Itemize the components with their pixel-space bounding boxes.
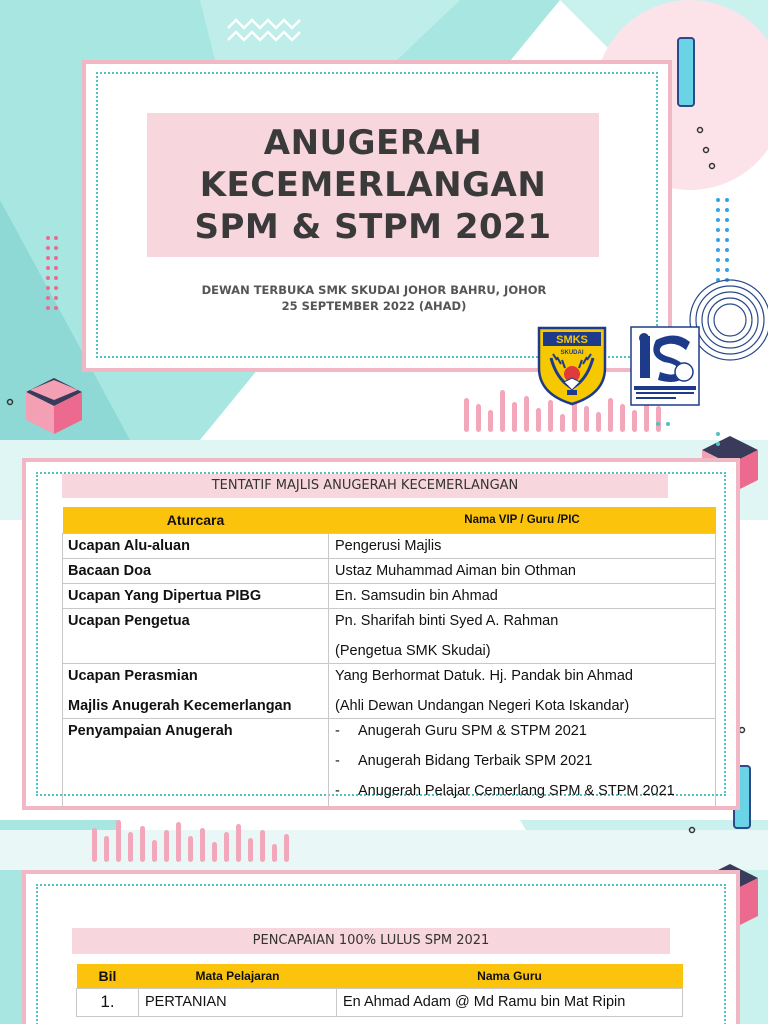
event-title <box>147 113 599 257</box>
venue-info <box>150 282 598 314</box>
nama-line: Pn. Sharifah binti Syed A. Rahman <box>335 612 559 629</box>
table-row <box>63 663 716 718</box>
dash-bullet: - <box>335 782 340 799</box>
aturcara-cell: Bacaan Doa <box>63 558 329 583</box>
pencapaian-header-row <box>77 964 683 988</box>
bil-cell: 1. <box>77 988 139 1016</box>
column-header-nama-guru: Nama Guru <box>337 964 683 988</box>
mata-pelajaran-cell: PERTANIAN <box>139 988 337 1016</box>
title-line-2: KECEMERLANGAN <box>199 165 547 205</box>
table-row <box>63 718 716 807</box>
aturcara-line: Ucapan Perasmian <box>68 667 198 684</box>
nama-cell <box>329 608 716 663</box>
nama-cell: Ustaz Muhammad Aiman bin Othman <box>329 558 716 583</box>
aturcara-cell: Ucapan Yang Dipertua PIBG <box>63 583 329 608</box>
smks-logo-text: SMKS <box>556 334 588 346</box>
aturcara-cell: Penyampaian Anugerah <box>63 718 329 807</box>
tentatif-heading: TENTATIF MAJLIS ANUGERAH KECEMERLANGAN <box>62 474 668 498</box>
tentatif-header-row <box>63 507 716 533</box>
aturcara-cell <box>63 663 329 718</box>
table-row <box>63 558 716 583</box>
list-item <box>335 752 710 770</box>
column-header-aturcara: Aturcara <box>63 507 329 533</box>
nama-cell: Pengerusi Majlis <box>329 533 716 558</box>
dash-bullet: - <box>335 752 340 769</box>
smks-school-logo <box>537 324 607 406</box>
nama-cell <box>329 663 716 718</box>
nama-line: Yang Berhormat Datuk. Hj. Pandak bin Ahmad <box>335 667 633 684</box>
aturcara-cell: Ucapan Alu-aluan <box>63 533 329 558</box>
smks-logo-subtext: SKUDAI <box>560 350 584 356</box>
anugerah-list <box>329 718 716 807</box>
nama-line-2: (Pengetua SMK Skudai) <box>335 642 491 659</box>
nama-line-2: (Ahli Dewan Undangan Negeri Kota Iskandar) <box>335 697 630 714</box>
venue-text: DEWAN TERBUKA SMK SKUDAI JOHOR BAHRU, JOHOR <box>201 283 547 297</box>
table-row <box>63 583 716 608</box>
table-row <box>63 608 716 663</box>
list-item <box>335 782 710 800</box>
pencapaian-heading: PENCAPAIAN 100% LULUS SPM 2021 <box>72 928 670 954</box>
table-row <box>63 533 716 558</box>
nama-cell: En. Samsudin bin Ahmad <box>329 583 716 608</box>
pencapaian-table <box>76 964 683 1017</box>
stpm-logo <box>630 326 700 406</box>
column-header-bil: Bil <box>77 964 139 988</box>
title-line-1: ANUGERAH <box>263 123 483 163</box>
aturcara-cell: Ucapan Pengetua <box>63 608 329 663</box>
column-header-mata-pelajaran: Mata Pelajaran <box>139 964 337 988</box>
list-item-text: Anugerah Bidang Terbaik SPM 2021 <box>358 752 593 769</box>
column-header-nama: Nama VIP / Guru /PIC <box>329 507 716 533</box>
list-item <box>335 722 710 740</box>
aturcara-line-2: Majlis Anugerah Kecemerlangan <box>68 697 292 714</box>
list-item-text: Anugerah Guru SPM & STPM 2021 <box>358 722 587 739</box>
nama-guru-cell: En Ahmad Adam @ Md Ramu bin Mat Ripin <box>337 988 683 1016</box>
title-line-3: SPM & STPM 2021 <box>194 207 552 247</box>
table-row <box>77 988 683 1016</box>
list-item-text: Anugerah Pelajar Cemerlang SPM & STPM 2021 <box>358 782 675 799</box>
tentatif-table <box>62 507 716 808</box>
event-date: 25 SEPTEMBER 2022 (AHAD) <box>281 299 467 313</box>
dash-bullet: - <box>335 722 340 739</box>
